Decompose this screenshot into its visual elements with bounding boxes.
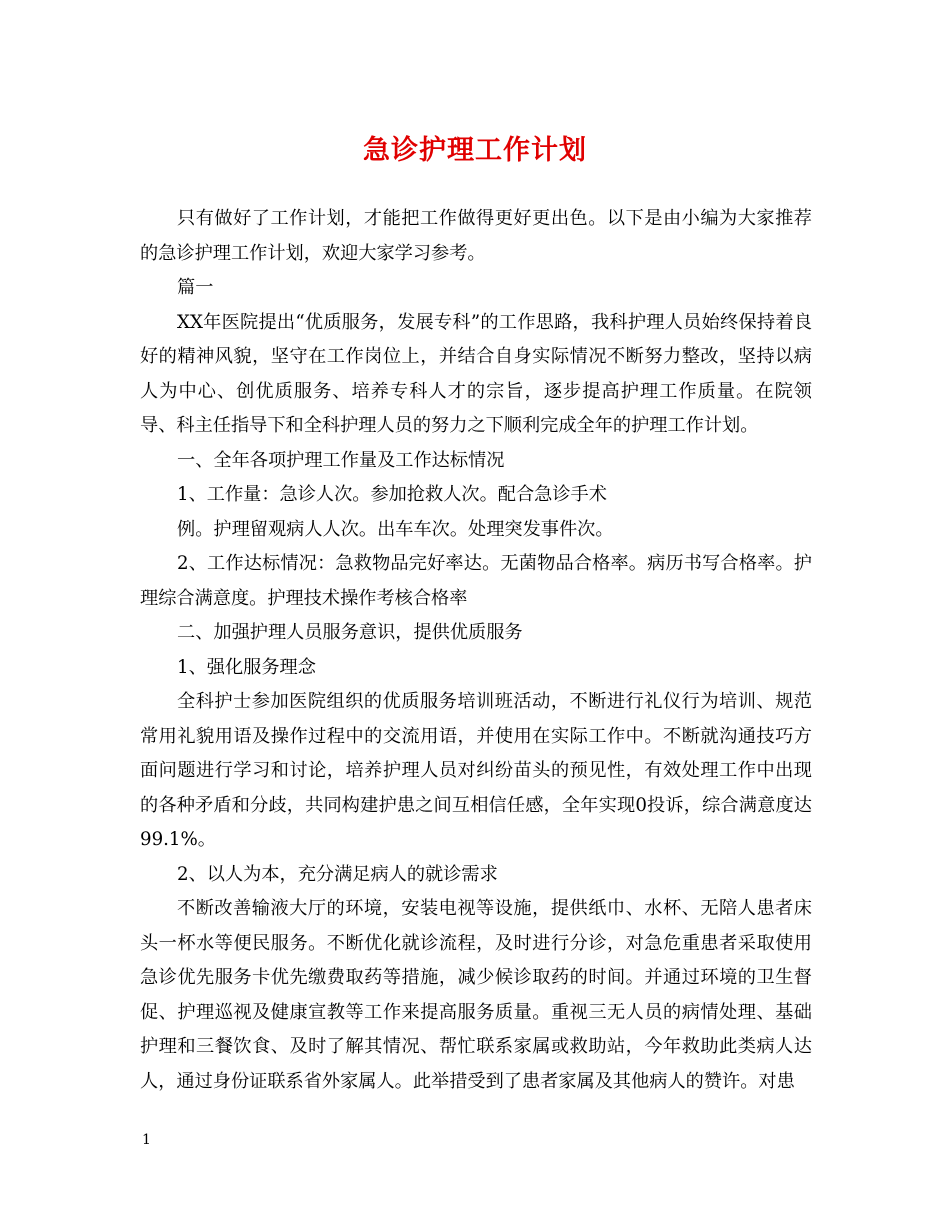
subsection-heading: 2、以人为本，充分满足病人的就诊需求: [177, 863, 498, 885]
body-paragraph: 全科护士参加医院组织的优质服务培训班活动，不断进行礼仪行为培训、规范常用礼貌用语及操作过程中的交流用语，并使用在实际工作中。不断就沟通技巧方面问题进行学习和讨论，培养护理人员对纠纷苗头的预见性，有效处理工作中出现的各种矛盾和分歧，共同构建护患之间互相信任感，全年实现0投诉，综合满意度达 99.1%。: [140, 691, 812, 850]
section-label: 篇一: [177, 277, 214, 298]
body-paragraph: 2、工作达标情况：急救物品完好率达。无菌物品合格率。病历书写合格率。护理综合满意度。护理技术操作考核合格率: [140, 553, 812, 609]
section-heading: 一、全年各项护理工作量及工作达标情况: [177, 449, 505, 471]
body-paragraph: 例。护理留观病人人次。出车车次。处理突发事件次。: [177, 518, 614, 540]
page-number: 1: [142, 1132, 151, 1148]
body-paragraph: XX年医院提出“优质服务，发展专科”的工作思路，我科护理人员始终保持着良好的精神风貌，坚守在工作岗位上，并结合自身实际情况不断努力整改，坚持以病人为中心、创优质服务、培养专科人才的宗旨，逐步提高护理工作质量。在院领导、科主任指导下和全科护理人员的努力之下顺利完成全年的护理工作计划。: [140, 311, 812, 436]
section-heading: 二、加强护理人员服务意识，提供优质服务: [177, 622, 523, 643]
document-body: [140, 202, 812, 1099]
subsection-heading: 1、强化服务理念: [177, 656, 316, 678]
body-paragraph: 1、工作量：急诊人次。参加抢救人次。配合急诊手术: [177, 484, 607, 505]
document-title: 急诊护理工作计划: [363, 135, 587, 166]
body-paragraph: 不断改善输液大厅的环境，安装电视等设施，提供纸巾、水杯、无陪人患者床头一杯水等便民服务。不断优化就诊流程，及时进行分诊，对急危重患者采取使用急诊优先服务卡优先缴费取药等措施，减少候诊取药的时间。并通过环境的卫生督促、护理巡视及健康宣教等工作来提高服务质量。重视三无人员的病情处理、基础护理和三餐饮食、及时了解其情况、帮忙联系家属或救助站，今年救助此类病人达人，通过身份证联系省外家属人。此举措受到了患者家属及其他病人的赞许。对患: [140, 898, 812, 1092]
intro-paragraph: 只有做好了工作计划，才能把工作做得更好更出色。以下是由小编为大家推荐的急诊护理工作计划，欢迎大家学习参考。: [140, 208, 812, 264]
